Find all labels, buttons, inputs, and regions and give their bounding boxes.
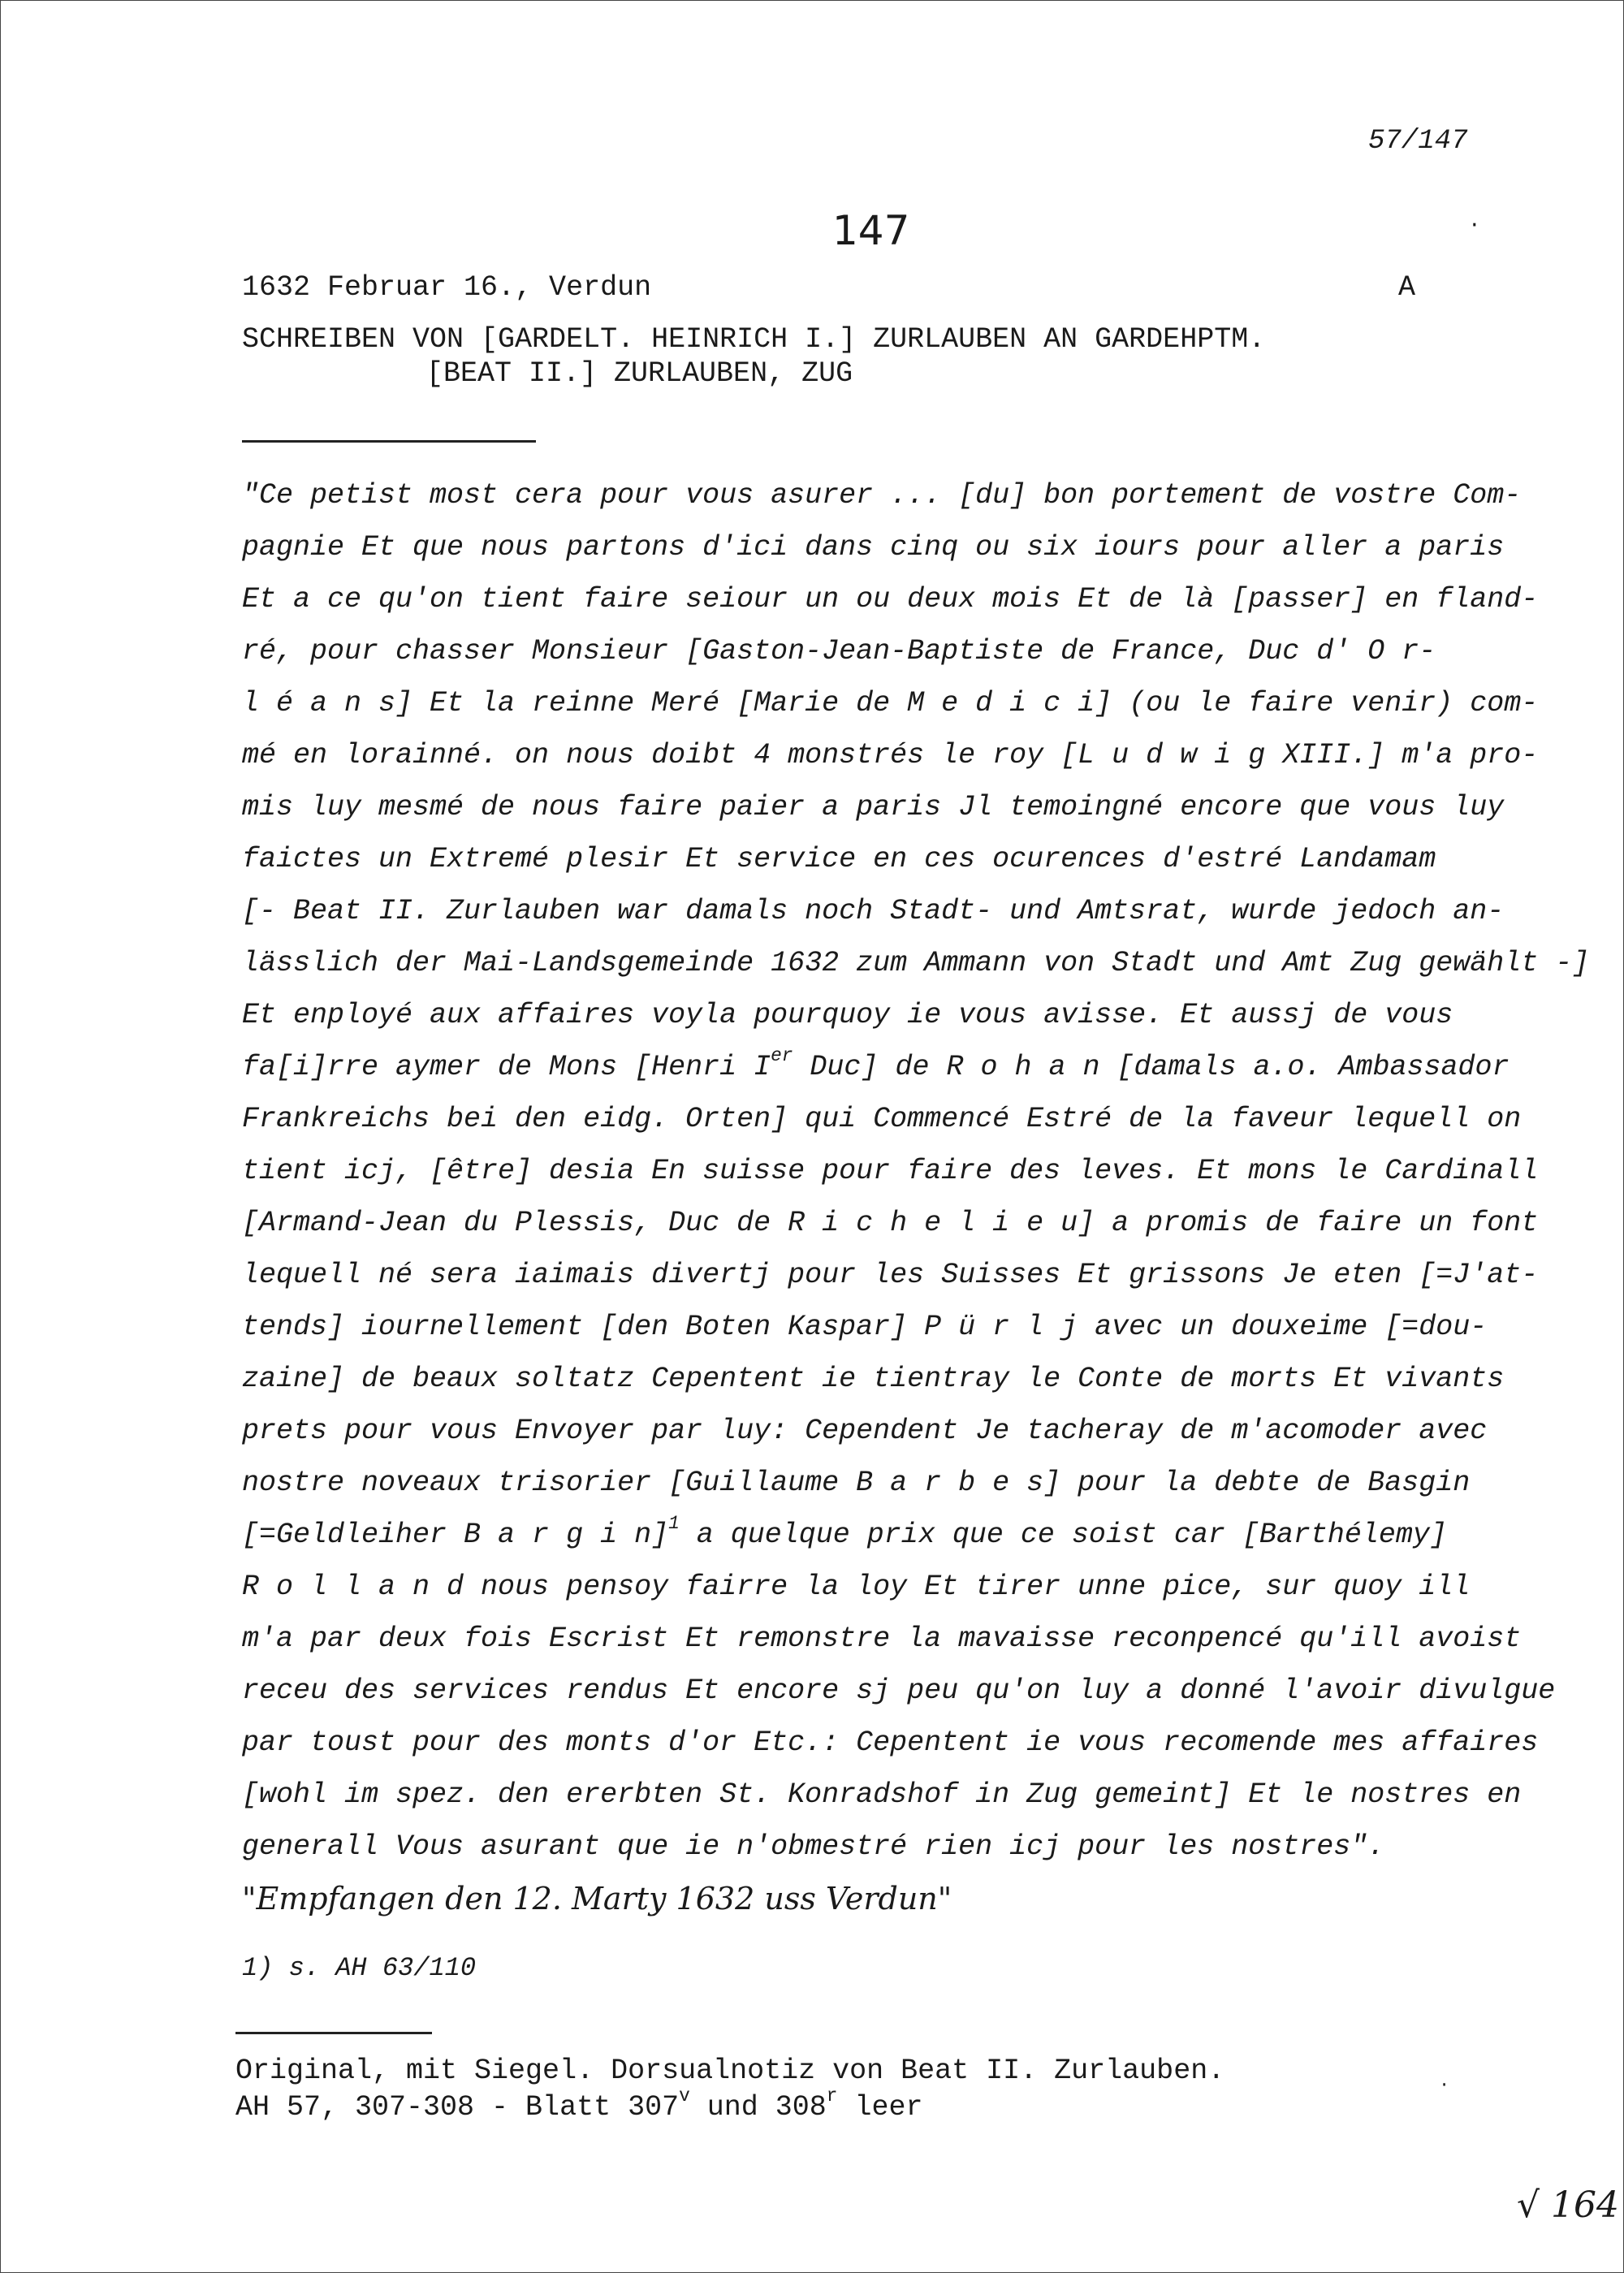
body-line: [wohl im spez. den ererbten St. Konradshof in Zug gemeint] Et le nostres en xyxy=(242,1778,1522,1811)
body-line: mé en lorainné. on nous doibt 4 monstrés le roy [L u d w i g XIII.] m'a pro- xyxy=(242,739,1539,771)
document-number: 147 xyxy=(832,207,910,254)
received-note: "Empfangen den 12. Marty 1632 uss Verdun" xyxy=(242,1881,952,1916)
body-line: faictes un Extremé plesir Et service en ces ocurences d'estré Landamam xyxy=(242,843,1436,875)
footnote: 1) s. AH 63/110 xyxy=(242,1953,477,1983)
body-line: Et a ce qu'on tient faire seiour un ou deux mois Et de là [passer] en fland- xyxy=(242,583,1539,616)
stray-mark: · xyxy=(1439,2075,1450,2095)
body-line: par toust pour des monts d'or Etc.: Cepentent ie vous recomende mes affaires xyxy=(242,1726,1539,1759)
body-line: lässlich der Mai-Landsgemeinde 1632 zum Ammann von Stadt und Amt Zug gewählt -] xyxy=(242,947,1590,979)
handwritten-mark: √ 164 xyxy=(1517,2184,1620,2226)
source-note: Original, mit Siegel. Dorsualnotiz von Beat II. Zurlauben. xyxy=(235,2055,1225,2087)
body-line: tends] iournellement [den Boten Kaspar] P ü r l j avec un douxeime [=dou- xyxy=(242,1311,1488,1343)
body-line: tient icj, [être] desia En suisse pour faire des leves. Et mons le Cardinall xyxy=(242,1155,1539,1187)
body-line: zaine] de beaux soltatz Cepentent ie tientray le Conte de morts Et vivants xyxy=(242,1363,1505,1395)
body-line: ré, pour chasser Monsieur [Gaston-Jean-Baptiste de France, Duc d' O r- xyxy=(242,635,1436,668)
body-line: m'a par deux fois Escrist Et remonstre la mavaisse reconpencé qu'ill avoist xyxy=(242,1623,1522,1655)
body-line: nostre noveaux trisorier [Guillaume B a r b e s] pour la debte de Basgin xyxy=(242,1467,1471,1499)
body-line: Frankreichs bei den eidg. Orten] qui Commencé Estré de la faveur lequell on xyxy=(242,1103,1522,1135)
footer-divider xyxy=(235,2032,432,2034)
body-line: pagnie Et que nous partons d'ici dans cinq ou six iours pour aller a paris xyxy=(242,531,1505,564)
document-title-line-2: [BEAT II.] ZURLAUBEN, ZUG xyxy=(426,357,853,390)
body-line: receu des services rendus Et encore sj peu qu'on luy a donné l'avoir divulgue xyxy=(242,1675,1556,1707)
archive-citation: AH 57, 307-308 - Blatt 307$^v$ und 308$^r$ leer xyxy=(235,2085,923,2124)
body-line: [=Geldleiher B a r g i n]$^1$ a quelque prix que ce soist car [Barthélemy] xyxy=(242,1512,1447,1551)
body-line: R o l l a n d nous pensoy fairre la loy Et tirer unne pice, sur quoy ill xyxy=(242,1571,1471,1603)
archive-reference: 57/147 xyxy=(1368,126,1468,157)
footnote-marker: 1 xyxy=(668,1512,680,1534)
date-place: 1632 Februar 16., Verdun xyxy=(242,271,652,304)
body-line: [- Beat II. Zurlauben war damals noch Stadt- und Amtsrat, wurde jedoch an- xyxy=(242,895,1505,927)
body-line: [Armand-Jean du Plessis, Duc de R i c h e l i e u] a promis de faire un font xyxy=(242,1207,1539,1239)
body-line: Et enployé aux affaires voyla pourquoy ie vous avisse. Et aussj de vous xyxy=(242,999,1453,1031)
letter-body xyxy=(242,469,1590,1873)
body-line: "Ce petist most cera pour vous asurer ... [du] bon portement de vostre Com- xyxy=(242,479,1522,512)
body-line: fa[i]rre aymer de Mons [Henri Ier Duc] de R o h a n [damals a.o. Ambassador xyxy=(242,1044,1510,1083)
body-line: l é a n s] Et la reinne Meré [Marie de M e d i c i] (ou le faire venir) com- xyxy=(242,687,1539,719)
body-line: prets pour vous Envoyer par luy: Cependent Je tacheray de m'acomoder avec xyxy=(242,1415,1488,1447)
classification-letter: A xyxy=(1398,271,1416,304)
superscript: er xyxy=(771,1044,793,1066)
body-line: generall Vous asurant que ie n'obmestré rien icj pour les nostres". xyxy=(242,1830,1385,1863)
body-line: mis luy mesmé de nous faire paier a paris Jl temoingné encore que vous luy xyxy=(242,791,1505,823)
page-dot: · xyxy=(1468,213,1481,237)
title-divider xyxy=(242,440,536,443)
body-line: lequell né sera iaimais divertj pour les Suisses Et grissons Je eten [=J'at- xyxy=(242,1259,1539,1291)
document-title-line-1: SCHREIBEN VON [GARDELT. HEINRICH I.] ZURLAUBEN AN GARDEHPTM. xyxy=(242,323,1266,356)
